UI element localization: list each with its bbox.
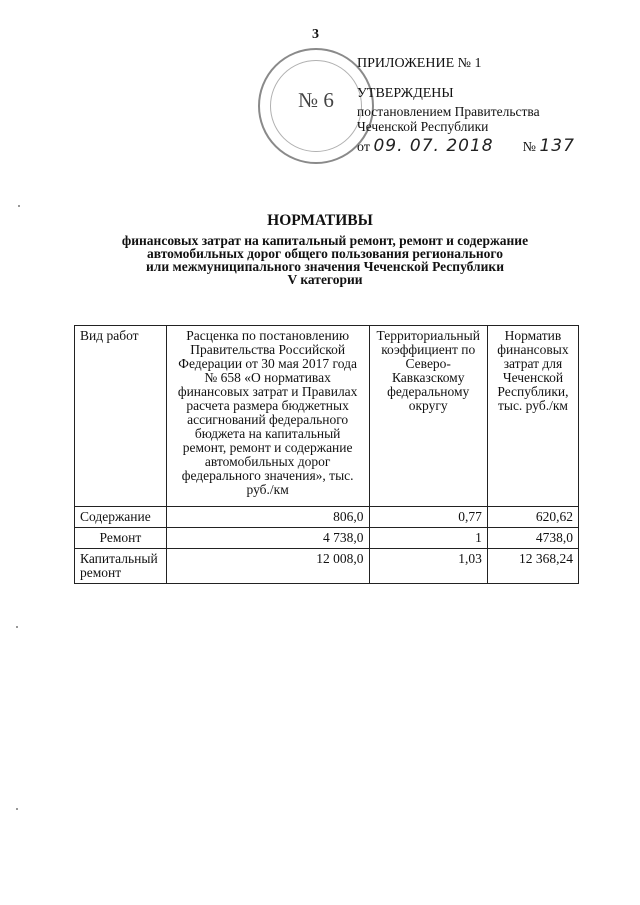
decree-line-1: постановлением Правительства (357, 104, 540, 119)
header-territorial-coefficient: Территориальный коэффициент по Северо-Кавказскому федеральному округу (369, 326, 487, 507)
approved-title: УТВЕРЖДЕНЫ (357, 86, 454, 101)
subtitle-line: автомобильных дорог общего пользования регионального (147, 246, 503, 261)
table-header-row (75, 326, 579, 507)
decree-date-line (357, 137, 575, 157)
decree-line-2: Чеченской Республики (357, 119, 489, 134)
cell-norm: 12 368,24 (487, 549, 578, 584)
number-prefix: № (522, 140, 536, 155)
cell-norm: 620,62 (487, 507, 578, 528)
seal-number: № 6 (298, 88, 334, 112)
cell-federal-rate: 806,0 (166, 507, 369, 528)
header-federal-rate: Расценка по постановлению Правительства Российской Федерации от 30 мая 2017 года № 658 «О нормативах финансовых затрат и Правилах расчета размера бюджетных ассигнований федерального бюджета на капитальный ремонт, ремонт и содержание автомобильных дорог федерального значения», тыс. руб./км (166, 326, 369, 507)
table-row (75, 507, 579, 528)
subtitle-line: V категории (287, 272, 363, 287)
table-row (75, 549, 579, 584)
header-work-type: Вид работ (75, 326, 167, 507)
document-subtitle (60, 234, 590, 286)
subtitle-line: или межмуниципального значения Чеченской Республики (146, 259, 504, 274)
handwritten-date: 09. 07. 2018 (373, 136, 494, 156)
scan-speck (16, 626, 18, 628)
page-number: 3 (312, 27, 319, 42)
cell-coefficient: 1,03 (369, 549, 487, 584)
document-title: НОРМАТИВЫ (267, 212, 373, 229)
cell-federal-rate: 12 008,0 (166, 549, 369, 584)
table-row (75, 528, 579, 549)
scan-speck (16, 808, 18, 810)
subtitle-line: финансовых затрат на капитальный ремонт, ремонт и содержание (121, 233, 529, 248)
cell-work-type: Содержание (75, 507, 167, 528)
cell-work-type: Капитальный ремонт (75, 549, 167, 584)
cell-norm: 4738,0 (487, 528, 578, 549)
cell-coefficient: 1 (369, 528, 487, 549)
cell-coefficient: 0,77 (369, 507, 487, 528)
cell-federal-rate: 4 738,0 (166, 528, 369, 549)
cell-work-type: Ремонт (75, 528, 167, 549)
norms-table (74, 325, 579, 584)
scan-speck (18, 205, 20, 207)
header-chechen-norm: Норматив финансовых затрат для Чеченской Республики, тыс. руб./км (487, 326, 578, 507)
appendix-title: ПРИЛОЖЕНИЕ № 1 (357, 56, 482, 71)
date-prefix: от (357, 140, 370, 155)
handwritten-number: 137 (539, 136, 575, 156)
